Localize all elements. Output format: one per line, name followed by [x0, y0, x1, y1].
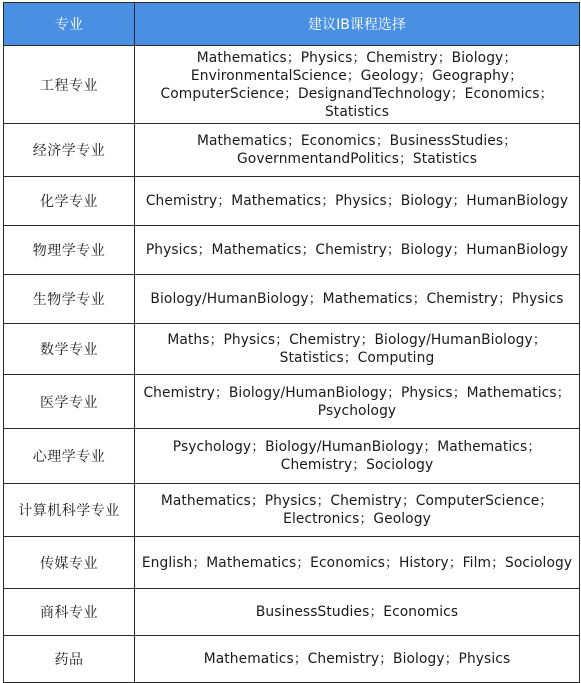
courses-cell: English；Mathematics；Economics；History；Film；Sociology	[135, 537, 580, 589]
courses-cell: Chemistry；Mathematics；Physics；Biology；HumanBiology	[135, 177, 580, 226]
table-row	[4, 46, 580, 124]
courses-cell: Maths；Physics；Chemistry；Biology/HumanBiology；Statistics；Computing	[135, 324, 580, 375]
major-cell: 生物学专业	[4, 275, 135, 324]
courses-cell: Physics；Mathematics；Chemistry；Biology；HumanBiology	[135, 226, 580, 275]
table-row	[4, 324, 580, 375]
major-cell: 数学专业	[4, 324, 135, 375]
header-courses: 建议IB课程选择	[135, 3, 580, 46]
courses-cell: Mathematics；Physics；Chemistry；ComputerScience；Electronics；Geology	[135, 484, 580, 537]
table-row	[4, 589, 580, 636]
table-row	[4, 275, 580, 324]
courses-cell: Biology/HumanBiology；Mathematics；Chemistry；Physics	[135, 275, 580, 324]
major-cell: 物理学专业	[4, 226, 135, 275]
table-row	[4, 537, 580, 589]
major-cell: 心理学专业	[4, 429, 135, 484]
major-cell: 医学专业	[4, 375, 135, 429]
header-major: 专业	[4, 3, 135, 46]
table-row	[4, 226, 580, 275]
major-cell: 经济学专业	[4, 124, 135, 177]
courses-cell: Psychology；Biology/HumanBiology；Mathematics；Chemistry；Sociology	[135, 429, 580, 484]
table-row	[4, 375, 580, 429]
major-cell: 化学专业	[4, 177, 135, 226]
major-cell: 药品	[4, 636, 135, 683]
courses-cell: Mathematics；Physics；Chemistry；Biology；EnvironmentalScience；Geology；Geography；ComputerScience；DesignandTechnology；Economics；Statistics	[135, 46, 580, 124]
major-cell: 工程专业	[4, 46, 135, 124]
header-row	[4, 3, 580, 46]
table-row	[4, 484, 580, 537]
major-cell: 商科专业	[4, 589, 135, 636]
courses-cell: Mathematics；Chemistry；Biology；Physics	[135, 636, 580, 683]
table-row	[4, 124, 580, 177]
courses-cell: Mathematics；Economics；BusinessStudies；GovernmentandPolitics；Statistics	[135, 124, 580, 177]
major-cell: 计算机科学专业	[4, 484, 135, 537]
ib-course-table	[3, 2, 580, 683]
major-cell: 传媒专业	[4, 537, 135, 589]
table-row	[4, 636, 580, 683]
table-row	[4, 429, 580, 484]
courses-cell: Chemistry；Biology/HumanBiology；Physics；Mathematics；Psychology	[135, 375, 580, 429]
table-row	[4, 177, 580, 226]
courses-cell: BusinessStudies；Economics	[135, 589, 580, 636]
